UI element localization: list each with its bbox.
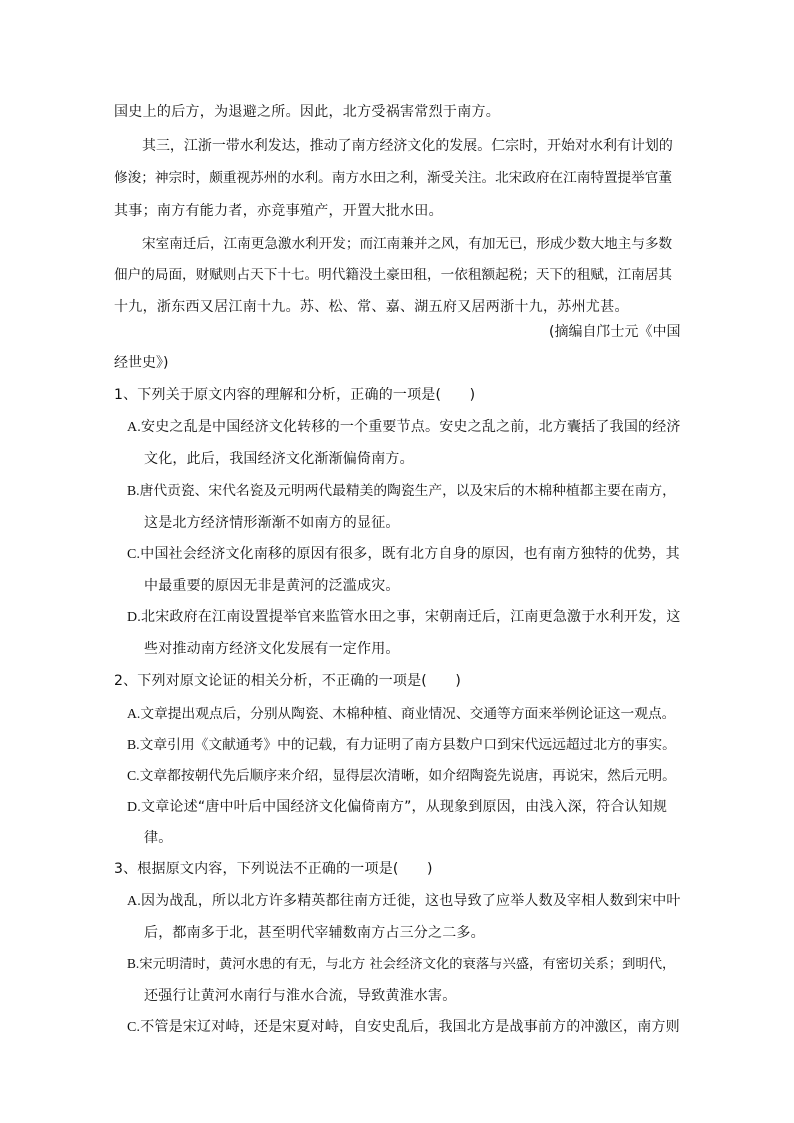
- option-c-cont: 中最重要的原因无非是黄河的泛滥成灾。: [144, 578, 400, 594]
- passage-line: 十九，浙东西又居江南十九。苏、松、常、嘉、湖五府又居两浙十九，苏州尤甚。: [114, 299, 629, 315]
- option-text: 宋元明清时，黄河水患的有无，与北方 社会经济文化的衰落与兴盛，有密切关系；到明代，: [139, 957, 676, 972]
- passage-line: 佃户的局面，财赋则占天下十七。明代籍没土豪田租，一依租额起税；天下的租赋，江南居其: [114, 267, 672, 283]
- option-c: [127, 767, 676, 785]
- option-text: 文章都按朝代先后顺序来介绍，显得层次清晰，如介绍陶瓷先说唐，再说宋，然后元明。: [139, 768, 676, 784]
- option-a: [127, 705, 675, 723]
- source-citation: (摘编自邝士元《中国: [549, 324, 681, 340]
- option-letter: A.: [127, 894, 142, 909]
- passage-line: 其三，江浙一带水利发达，推动了南方经济文化的发展。仁宗时，开始对水利有计划的: [142, 138, 673, 154]
- option-text: 不管是宋辽对峙，还是宋夏对峙，自安史乱后，我国北方是战事前方的冲激区，南方则: [140, 1019, 680, 1035]
- option-text: 文章提出观点后，分别从陶瓷、木棉种植、商业情况、交通等方面来举例论证这一观点。: [140, 706, 676, 722]
- option-b: [127, 736, 676, 754]
- option-d: [127, 798, 667, 817]
- option-text: 中国社会经济文化南移的原因有很多，既有北方自身的原因，也有南方独特的优势，其: [140, 546, 680, 562]
- option-a: [127, 892, 681, 911]
- question-stem: 3、根据原文内容，下列说法不正确的一项是( ): [114, 861, 433, 877]
- option-letter: A.: [127, 420, 142, 435]
- option-text: 唐代贡瓷、宋代名瓷及元明两代最精美的陶瓷生产，以及宋后的木棉种植都主要在南方，: [139, 483, 676, 499]
- question-stem: 2、下列对原文论证的相关分析，不正确的一项是( ): [114, 673, 462, 689]
- option-text: 因为战乱，所以北方许多精英都往南方迁徙，这也导致了应举人数及宰相人数到宋中叶: [141, 893, 681, 909]
- option-a-cont: 后，都南多于北，甚至明代宰辅数南方占三分之二多。: [144, 925, 485, 941]
- option-b-cont: 还强行让黄河水南行与淮水合流，导致黄淮水害。: [144, 988, 457, 1004]
- option-text: 文章论述“唐中叶后中国经济文化偏倚南方”，从现象到原因，由浅入深，符合认知规: [141, 799, 668, 815]
- option-b-cont: 这是北方经济情形渐渐不如南方的显征。: [144, 515, 400, 531]
- option-d-cont: 些对推动南方经济文化发展有一定作用。: [144, 641, 400, 657]
- option-b: [127, 482, 676, 500]
- passage-line: 国史上的后方，为退避之所。因此，北方受祸害常烈于南方。: [114, 104, 501, 120]
- source-citation: 经世史》): [114, 355, 169, 371]
- option-letter: B.: [127, 483, 140, 498]
- option-text: 北宋政府在江南设置提举官来监管水田之事，宋朝南迁后，江南更急激于水利开发，这: [141, 609, 681, 625]
- option-letter: C.: [127, 768, 140, 783]
- option-text: 安史之乱是中国经济文化转移的一个重要节点。安史之乱之前，北方囊括了我国的经济: [141, 419, 681, 435]
- option-c: [127, 545, 680, 564]
- option-letter: C.: [127, 1020, 141, 1035]
- option-c: [127, 1018, 680, 1037]
- passage-line: 修浚；神宗时，颇重视苏州的水利。南方水田之利，渐受关注。北宋政府在江南特置提举官董: [114, 170, 672, 186]
- option-letter: B.: [127, 956, 140, 971]
- option-d: [127, 608, 681, 627]
- option-letter: D.: [127, 610, 142, 625]
- option-text: 文章引用《文献通考》中的记载，有力证明了南方县数户口到宋代远远超过北方的事实。: [139, 737, 676, 753]
- option-letter: B.: [127, 737, 140, 752]
- option-a-cont: 文化，此后，我国经济文化渐渐偏倚南方。: [144, 451, 414, 467]
- option-letter: A.: [127, 706, 141, 721]
- option-letter: C.: [127, 547, 141, 562]
- option-letter: D.: [127, 800, 142, 815]
- option-d-cont: 律。: [144, 830, 173, 846]
- passage-line: 其事；南方有能力者，亦竞事殖产，开置大批水田。: [114, 203, 443, 219]
- question-stem: 1、下列关于原文内容的理解和分析，正确的一项是( ): [114, 387, 476, 403]
- option-a: [127, 418, 681, 437]
- option-b: [127, 955, 675, 974]
- passage-line: 宋室南迁后，江南更急激水利开发；而江南兼并之风，有加无已，形成少数大地主与多数: [142, 236, 673, 252]
